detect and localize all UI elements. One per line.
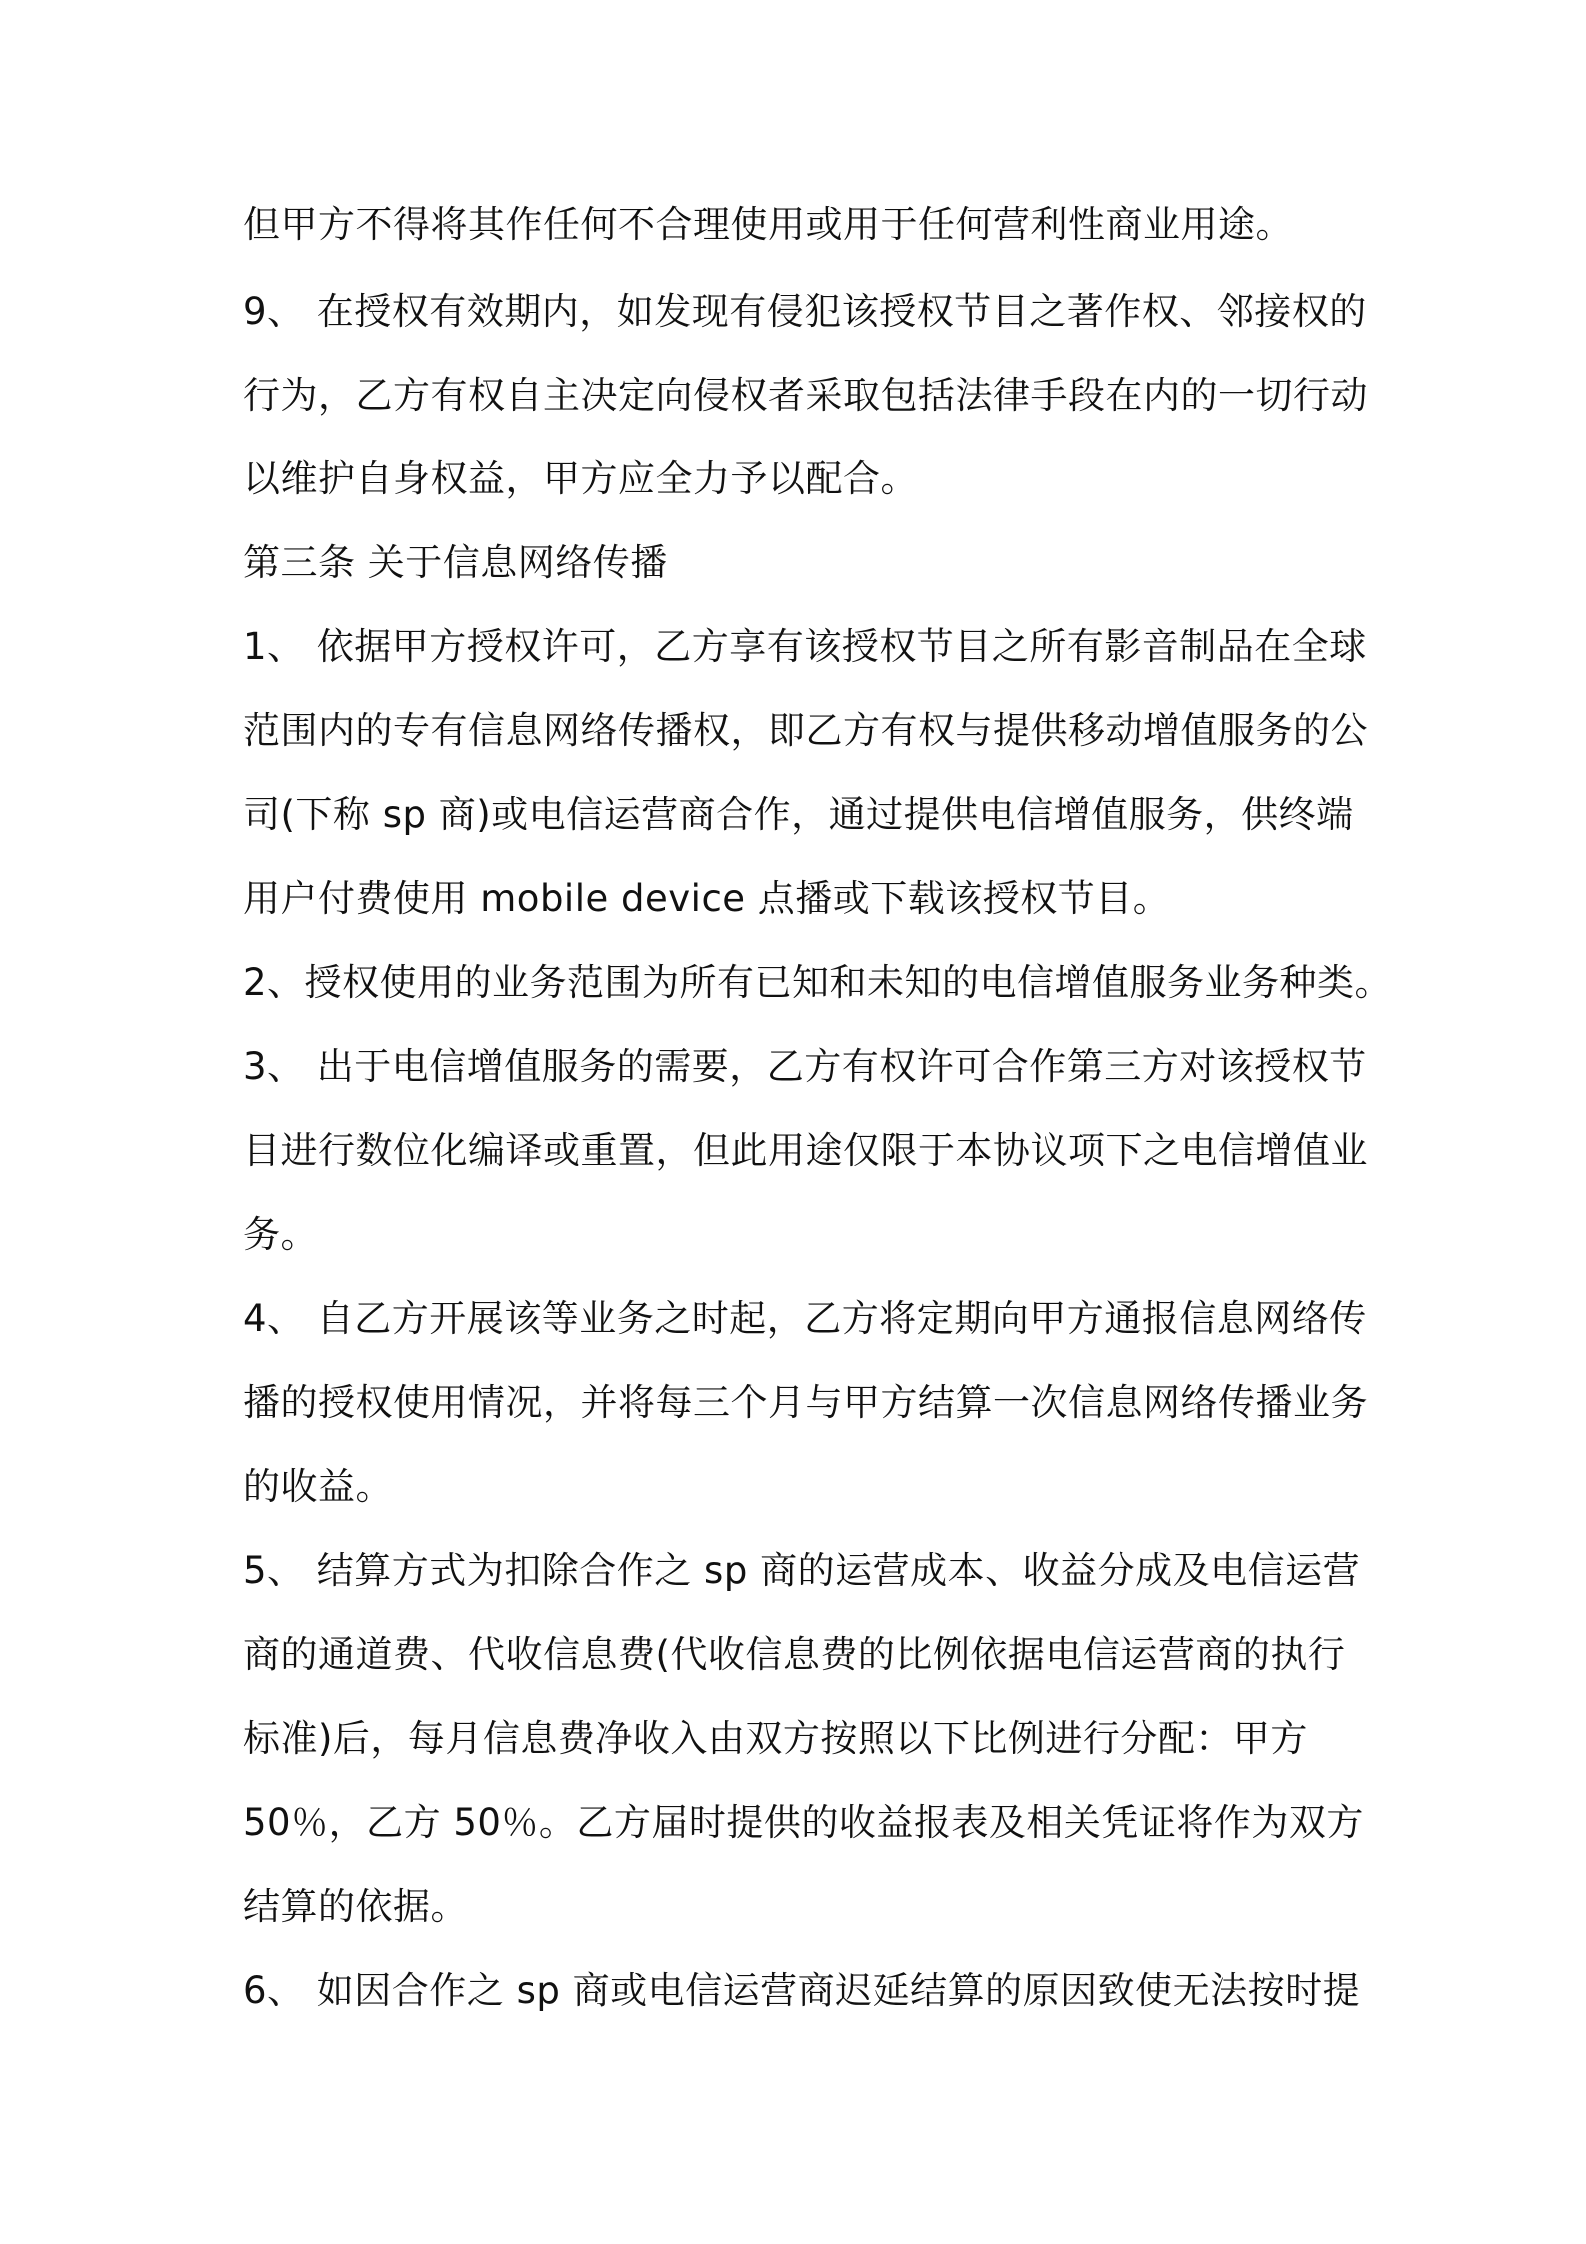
clause-2-line: 2、授权使用的业务范围为所有已知和未知的电信增值服务业务种类。 [243, 961, 1393, 1004]
text-line: 的收益。 [243, 1465, 393, 1508]
text-line: 以维护自身权益，甲方应全力予以配合。 [243, 457, 918, 500]
text-line: 标准)后，每月信息费净收入由双方按照以下比例进行分配：甲方 [243, 1717, 1308, 1760]
text-line: 用户付费使用 mobile device 点播或下载该授权节目。 [243, 877, 1171, 920]
clause-6-line: 6、 如因合作之 sp 商或电信运营商迟延结算的原因致使无法按时提 [243, 1969, 1361, 2012]
clause-5-line: 5、 结算方式为扣除合作之 sp 商的运营成本、收益分成及电信运营 [243, 1549, 1361, 1592]
text-line: 目进行数位化编译或重置，但此用途仅限于本协议项下之电信增值业 [243, 1129, 1368, 1172]
text-line: 但甲方不得将其作任何不合理使用或用于任何营利性商业用途。 [243, 203, 1293, 246]
clause-9-line: 9、 在授权有效期内，如发现有侵犯该授权节目之著作权、邻接权的 [243, 290, 1367, 333]
text-line: 务。 [243, 1213, 318, 1256]
text-line: 结算的依据。 [243, 1885, 468, 1928]
text-line: 行为，乙方有权自主决定向侵权者采取包括法律手段在内的一切行动 [243, 374, 1368, 417]
text-line: 商的通道费、代收信息费(代收信息费的比例依据电信运营商的执行 [243, 1633, 1346, 1676]
text-line: 50％，乙方 50％。乙方届时提供的收益报表及相关凭证将作为双方 [243, 1801, 1364, 1844]
clause-1-line: 1、 依据甲方授权许可，乙方享有该授权节目之所有影音制品在全球 [243, 625, 1367, 668]
text-line: 范围内的专有信息网络传播权，即乙方有权与提供移动增值服务的公 [243, 709, 1368, 752]
text-line: 播的授权使用情况，并将每三个月与甲方结算一次信息网络传播业务 [243, 1381, 1368, 1424]
clause-4-line: 4、 自乙方开展该等业务之时起，乙方将定期向甲方通报信息网络传 [243, 1297, 1367, 1340]
clause-3-line: 3、 出于电信增值服务的需要，乙方有权许可合作第三方对该授权节 [243, 1045, 1367, 1088]
article-heading: 第三条 关于信息网络传播 [243, 541, 668, 584]
text-line: 司(下称 sp 商)或电信运营商合作，通过提供电信增值服务，供终端 [243, 793, 1354, 836]
